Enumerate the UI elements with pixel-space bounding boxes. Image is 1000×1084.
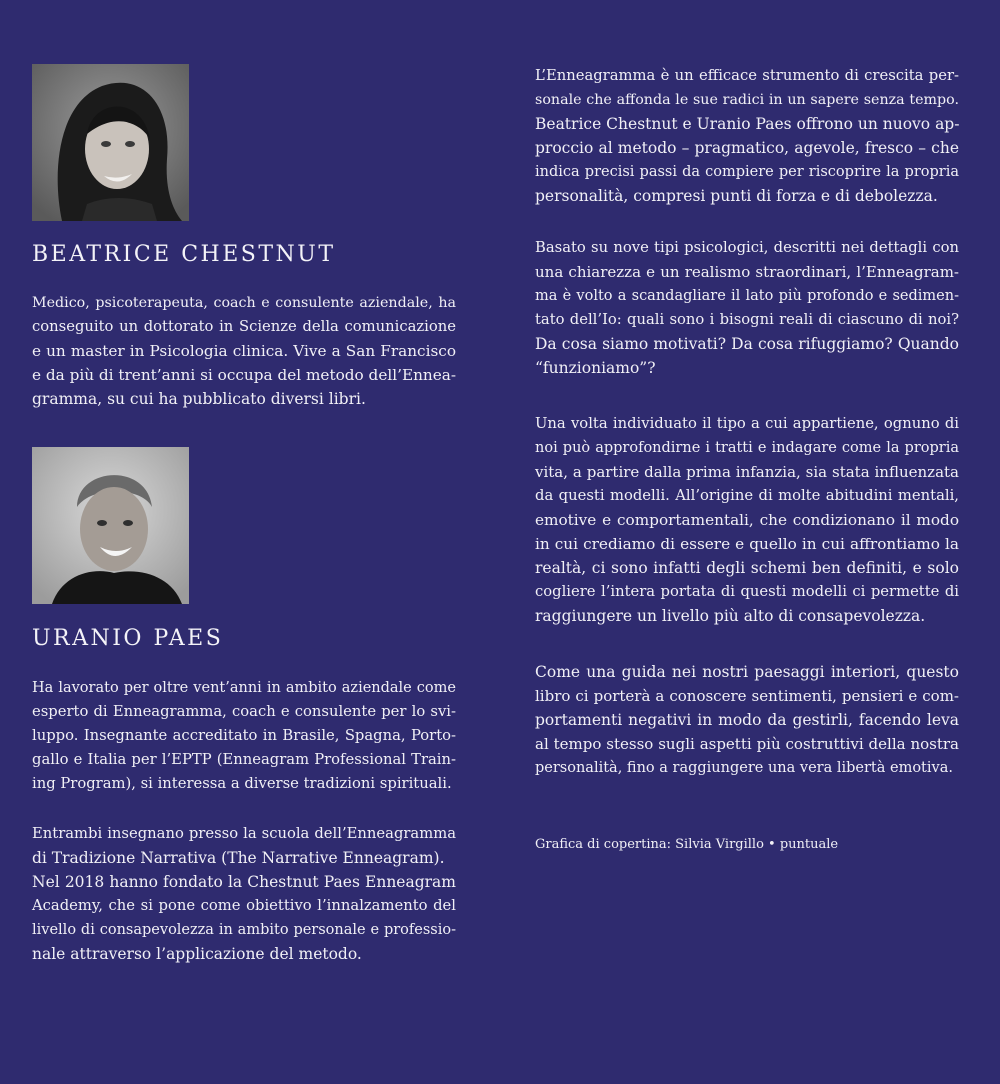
description-line: “funzioniamo”? <box>535 359 656 377</box>
description-line: emotive e comportamentali, che condizionano il modo <box>535 511 959 529</box>
description-line: al tempo stesso sugli aspetti più costruttivi della nostra <box>535 735 959 753</box>
joint-bio <box>32 822 456 966</box>
description-line: da questi modelli. All’origine di molte abitudini mentali, <box>535 487 959 504</box>
bio-line: e da più di trent’anni si occupa del metodo dell’Ennea- <box>32 366 456 384</box>
description-line: L’Enneagramma è un efficace strumento di crescita per- <box>535 67 959 84</box>
author-name: URANIO PAES <box>32 626 224 651</box>
description-line: sonale che affonda le sue radici in un sapere senza tempo. <box>535 92 959 108</box>
description-line: in cui crediamo di essere e quello in cui affrontiamo la <box>535 535 959 553</box>
description-line: proccio al metodo – pragmatico, agevole, fresco – che <box>535 139 959 157</box>
description-line: portamenti negativi in modo da gestirli, facendo leva <box>535 711 959 729</box>
description-line: raggiungere un livello più alto di consapevolezza. <box>535 607 926 625</box>
description-line: libro ci porterà a conoscere sentimenti, pensieri e com- <box>535 687 959 705</box>
bio-line: e un master in Psicologia clinica. Vive a San Francisco <box>32 342 456 360</box>
description-line: una chiarezza e un realismo straordinari, l’Enneagram- <box>535 263 959 281</box>
description-paragraph <box>535 64 959 208</box>
bio-line: di Tradizione Narrativa (The Narrative Enneagram). <box>32 849 445 867</box>
author-photo-uranio-paes <box>32 447 189 604</box>
author-bio <box>32 291 456 411</box>
portrait-photo-man-icon <box>32 447 189 604</box>
description-line: tato dell’Io: quali sono i bisogni reali di ciascuno di noi? <box>535 311 959 328</box>
description-line: noi può approfondirne i tratti e indagare come la propria <box>535 440 959 456</box>
description-line: personalità, compresi punti di forza e di debolezza. <box>535 187 938 205</box>
bio-line: Medico, psicoterapeuta, coach e consulente aziendale, ha <box>32 295 456 311</box>
description-paragraph <box>535 236 959 380</box>
bio-line: conseguito un dottorato in Scienze della comunicazione <box>32 318 456 335</box>
description-line: realtà, ci sono infatti degli schemi ben definiti, e solo <box>535 559 959 577</box>
bio-line: luppo. Insegnante accreditato in Brasile, Spagna, Porto- <box>32 727 456 744</box>
bio-line: livello di consapevolezza in ambito personale e professio- <box>32 922 456 938</box>
description-line: Come una guida nei nostri paesaggi interiori, questo <box>535 663 959 681</box>
bio-line: Entrambi insegnano presso la scuola dell’Enneagramma <box>32 825 456 842</box>
bio-line: Academy, che si pone come obiettivo l’innalzamento del <box>32 897 456 914</box>
description-paragraph <box>535 660 959 780</box>
cover-credit: Grafica di copertina: Silvia Virgillo • puntuale <box>535 837 839 852</box>
bio-line: Nel 2018 hanno fondato la Chestnut Paes Enneagram <box>32 873 456 891</box>
author-photo-beatrice-chestnut <box>32 64 189 221</box>
bio-line: nale attraverso l’applicazione del metodo. <box>32 945 362 963</box>
description-line: personalità, fino a raggiungere una vera libertà emotiva. <box>535 760 953 776</box>
description-line: indica precisi passi da compiere per riscoprire la propria <box>535 164 959 180</box>
description-line: Da cosa siamo motivati? Da cosa rifuggiamo? Quando <box>535 335 959 353</box>
description-line: Una volta individuato il tipo a cui appartiene, ognuno di <box>535 415 959 432</box>
description-line: Beatrice Chestnut e Uranio Paes offrono un nuovo ap- <box>535 115 960 133</box>
portrait-photo-woman-icon <box>32 64 189 221</box>
bio-line: esperto di Enneagramma, coach e consulente per lo svi- <box>32 703 456 720</box>
bio-line: gramma, su cui ha pubblicato diversi libri. <box>32 390 366 408</box>
bio-line: Ha lavorato per oltre vent’anni in ambito aziendale come <box>32 680 456 696</box>
description-paragraph <box>535 412 959 628</box>
description-line: cogliere l’intera portata di questi modelli ci permette di <box>535 583 959 600</box>
bio-line: gallo e Italia per l’EPTP (Enneagram Professional Train- <box>32 751 456 768</box>
author-bio <box>32 676 456 796</box>
author-name: BEATRICE CHESTNUT <box>32 242 336 267</box>
description-line: vita, a partire dalla prima infanzia, sia stata influenzata <box>535 463 959 481</box>
description-line: Basato su nove tipi psicologici, descritti nei dettagli con <box>535 239 959 256</box>
description-line: ma è volto a scandagliare il lato più profondo e sedimen- <box>535 288 959 304</box>
bio-line: ing Program), si interessa a diverse tradizioni spirituali. <box>32 775 452 792</box>
